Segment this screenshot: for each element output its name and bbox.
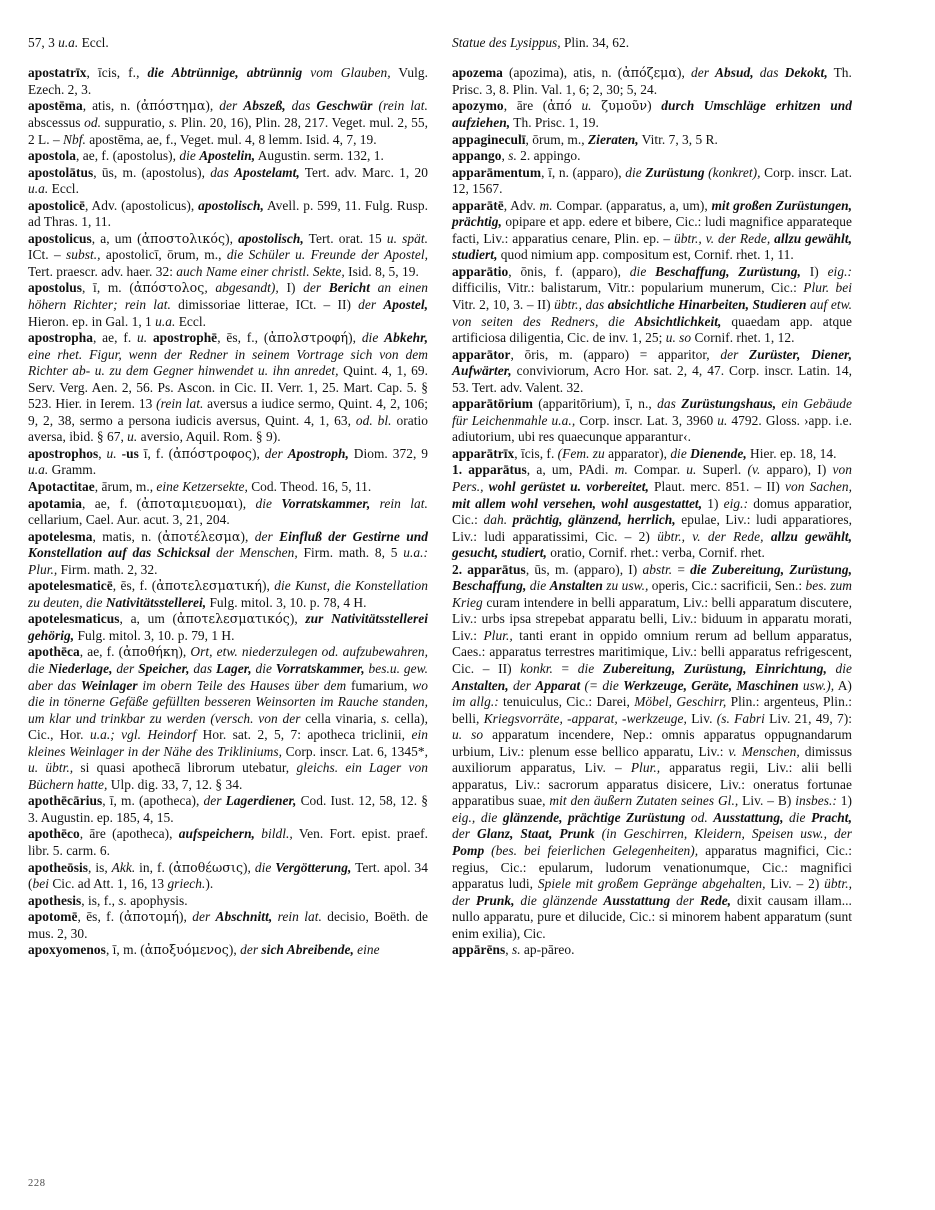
dictionary-entry: apostola, ae, f. (apostolus), die Apostelin, Augustin. serm. 132, 1. (28, 148, 384, 164)
dictionary-entry: apostrophos, u. -us ī, f. (ἀπόστροφος), der Apostroph, Diom. 372, 9 u.a. Gramm. (28, 445, 428, 478)
dictionary-entry: apostropha, ae, f. u. apostrophē, ēs, f., (ἀπολστροφή), die Abkehr, eine rhet. Figur, wenn der Redner in seinem Vortrage sich von dem Richter ab- u. zu dem Gegner hinwendet u. ihn anredet, Quint. 4, 1, 69. Serv. Verg. Aen. 2, 56. Ps. Ascon. in Cic. II. Verr. 1, 25. Mart. Cap. 5. § 523. Hier. in Ierem. 13 (rein lat. aversus a iudice sermo, Quint. 4, 2, 106; 9, 2, 38, sermo a persona iudicis aversus, Quint. 4, 1, 63, od. bl. oratio aversa, ibid. § 67, u. aversio, Aquil. Rom. § 9). (28, 330, 429, 445)
left-entry-list (28, 65, 428, 959)
dictionary-entry: apothesis, is, f., s. apophysis. (28, 892, 188, 908)
dictionary-entry: Apotactitae, ārum, m., eine Ketzersekte, Cod. Theod. 16, 5, 11. (28, 479, 372, 494)
dictionary-entry: apostolicē, Adv. (apostolicus), apostolisch, Avell. p. 599, 11. Fulg. Rusp. ad Thras. 1, 11. (28, 197, 428, 230)
right-column (452, 22, 852, 1162)
dictionary-entry: apparātio, ōnis, f. (apparo), die Beschaffung, Zurüstung, I) eig.: difficilis, Vitr.: balistarum, Vitr.: popularium munerum, Cic.: Plur. bei Vitr. 2, 10, 3. – II) übtr., das absichtliche Hinarbeiten, Studieren auf etw. von seiten des Redners, die Absichtlichkeit, quaedam app. atque artificiosa diligentia, Cic. de inv. 1, 25; u. so Cornif. rhet. 1, 12. (452, 263, 852, 346)
dictionary-entry: apparātor, ōris, m. (apparo) = apparitor, der Zurüster, Diener, Aufwärter, conviviorum, Acro Hor. sat. 2, 4, 47. Corp. inscr. Latin. 14, 53. Tert. adv. Valent. 32. (452, 346, 852, 395)
dictionary-entry: appagineculī, ōrum, m., Zieraten, Vitr. 7, 3, 5 R. (452, 131, 718, 147)
dictionary-entry: 1. apparātus, a, um, PAdi. m. Compar. u. Superl. (v. apparo), I) von Pers., wohl gerüstet u. vorbereitet, Plaut. merc. 851. – II) von Sachen, mit allem wohl versehen, wohl ausgestattet, 1) eig.: domus apparatior, Cic.: dah. prächtig, glänzend, herrlich, epulae, Liv.: ludi apparatiores, Liv.: ludi apparatissimi, Cic. – 2) übtr., v. der Rede, allzu gewählt, gesucht, studiert, oratio, Cornif. rhet.: verba, Cornif. rhet. (452, 462, 853, 561)
dictionary-entry: apparāmentum, ī, n. (apparo), die Zurüstung (konkret), Corp. inscr. Lat. 12, 1567. (452, 164, 852, 197)
left-column (28, 22, 428, 1162)
dictionary-entry: apotheōsis, is, Akk. in, f. (ἀποθέωσις), die Vergötterung, Tert. apol. 34 (bei Cic. ad Att. 1, 16, 13 griech.). (28, 859, 428, 892)
dictionary-entry: apothēca, ae, f. (ἀποθήκη), Ort, etw. niederzulegen od. aufzubewahren, die Niederlage, der Speicher, das Lager, die Vorratskammer, bes.u. gew. aber das Weinlager im obern Teile des Hauses über dem fumarium, wo die in tönerne Gefäße gefüllten besseren Weinsorten im Rauche standen, um klar und trinkbar zu werden (versch. von der cella vinaria, s. cella), Cic., Hor. u.a.; vgl. Heindorf Hor. sat. 2, 5, 7: apotheca triclinii, ein kleines Weinlager in der Nähe des Trikliniums, Corp. inscr. Lat. 6, 1345*, u. übtr., si quasi apothecā librorum utebatur, gleichs. ein Lager von Büchern hatte, Ulp. dig. 33, 7, 12. § 34. (28, 644, 429, 792)
dictionary-entry: appango, s. 2. appingo. (452, 148, 581, 164)
dictionary-entry: apoxyomenos, ī, m. (ἀποξυόμενος), der sich Abreibende, eine (28, 942, 380, 958)
dictionary-entry: apotelesma, matis, n. (ἀποτέλεσμα), der Einfluß der Gestirne und Konstellation auf das Schicksal der Menschen, Firm. math. 8, 5 u.a.: Plur., Firm. math. 2, 32. (28, 528, 428, 577)
dictionary-entry: apostatrīx, īcis, f., die Abtrünnige, abtrünnig vom Glauben, Vulg. Ezech. 2, 3. (28, 65, 428, 97)
dictionary-entry: apozymo, āre (ἀπό u. ζυμοῦν) durch Umschläge erhitzen und aufziehen, Th. Prisc. 1, 19. (452, 98, 852, 130)
dictionary-entry: apostēma, atis, n. (ἀπόστημα), der Abszeß, das Geschwür (rein lat. abscessus od. suppuratio, s. Plin. 20, 16), Plin. 28, 217. Veget. mul. 2, 55, 2 L. – Nbf. apostēma, ae, f., Veget. mul. 4, 8 lemm. Isid. 4, 7, 19. (28, 98, 428, 147)
dictionary-entry: apostolus, ī, m. (ἀπόστολος, abgesandt), I) der Bericht an einen höhern Richter; rein lat. dimissoriae litterae, ICt. – II) der Apostel, Hieron. ep. in Gal. 1, 1 u.a. Eccl. (28, 280, 428, 329)
dictionary-entry: apostolātus, ūs, m. (apostolus), das Apostelamt, Tert. adv. Marc. 1, 20 u.a. Eccl. (28, 164, 428, 197)
dictionary-entry: apothēcārius, ī, m. (apotheca), der Lagerdiener, Cod. Iust. 12, 58, 12. § 3. Augustin. ep. 185, 4, 15. (28, 793, 428, 825)
two-column-body (28, 22, 904, 1162)
left-carryover-line: 57, 3 u.a. Eccl. (28, 35, 109, 51)
dictionary-entry: apparātē, Adv. m. Compar. (apparatus, a, um), mit großen Zurüstungen, prächtig, opipare et app. edere et bibere, Cic.: ludi magnifice apparateque facti, Liv.: apparatius cenare, Plin. ep. – übtr., v. der Rede, allzu gewählt, studiert, quod nimium app. compositum est, Cornif. rhet. 1, 11. (452, 197, 853, 263)
dictionary-entry: 2. apparātus, ūs, m. (apparo), I) abstr. = die Zubereitung, Zurüstung, Beschaffung, die Anstalten zu usw., operis, Cic.: sacrificii, Sen.: bes. zum Krieg curam intendere in belli apparatum, Liv.: belli apparatum discutere, Liv.: urbs ipsa strepebat apparatu belli, Liv.: biduum in apparatu morati, Liv.: Plur., tanti erant in oppido omnium rerum ad bellum apparatus, Caes.: apparatus terrestres maritimique, Liv.: belli apparatus refrigescent, Cic. – II) konkr. = die Zubereitung, Zurüstung, Einrichtung, die Anstalten, der Apparat (= die Werkzeuge, Geräte, Maschinen usw.), A) im allg.: tenuiculus, Cic.: Darei, Möbel, Geschirr, Plin.: argenteus, Plin.: belli, Kriegsvorräte, -apparat, -werkzeuge, Liv. (s. Fabri Liv. 21, 49, 7): u. so apparatum incendere, Nep.: omnis apparatus oppugnandarum urbium, Liv.: plenum esse bellico apparatu, Liv.: v. Menschen, dimissus auxiliorum apparatus, Liv. – Plur., apparatus regii, Liv.: alii belli apparatus, Liv.: sacrorum apparatus disicere, Liv.: oneratus fortunae apparatibus suae, mit den äußern Zutaten seines Gl., Liv. – B) insbes.: 1) eig., die glänzende, prächtige Zurüstung od. Ausstattung, die Pracht, der Glanz, Staat, Prunk (in Geschirren, Kleidern, Speisen usw., der Pomp (bes. bei feierlichen Gelegenheiten), apparatus magnifici, Cic.: regius, Cic.: epularum, ludorum venationumque, Cic.: magnifici apparatus ludi, Spiele mit großem Gepränge abgehalten, Liv. – 2) übtr., der Prunk, die glänzende Ausstattung der Rede, dixit causam illam... nullo apparatu, pure et dilucide, Cic.: si minorem habent apparatum (sunt enim exilia), Cic. (452, 561, 853, 941)
dictionary-entry: apotamia, ae, f. (ἀποταμιευομαι), die Vorratskammer, rein lat. cellarium, Cael. Aur. acut. 3, 21, 204. (28, 495, 428, 528)
page-number: 228 (28, 1178, 46, 1189)
dictionary-entry: apotomē, ēs, f. (ἀποτομή), der Abschnitt, rein lat. decisio, Boëth. de mus. 2, 30. (28, 909, 428, 941)
dictionary-entry: appārēns, s. ap-pāreo. (452, 942, 575, 958)
dictionary-entry: apozema (apozima), atis, n. (ἀπόζεμα), der Absud, das Dekokt, Th. Prisc. 3, 8. Plin. Val. 1, 6; 2, 30; 5, 24. (452, 65, 852, 97)
dictionary-entry: apparātrīx, īcis, f. (Fem. zu apparator), die Dienende, Hier. ep. 18, 14. (452, 445, 837, 461)
dictionary-entry: apotelesmaticus, a, um (ἀποτελεσματικός), zur Nativitätsstellerei gehörig, Fulg. mitol. 3, 10. p. 79, 1 H. (28, 611, 428, 643)
dictionary-entry: apparātōrium (apparitōrium), ī, n., das Zurüstungshaus, ein Gebäude für Leichenmahle u.a., Corp. inscr. Lat. 3, 3960 u. 4792. Gloss. ›app. i.e. adiutorium, ubi res quaecunque apparantur‹. (452, 396, 852, 445)
right-entry-list (452, 65, 852, 959)
dictionary-entry: apostolicus, a, um (ἀποστολικός), apostolisch, Tert. orat. 15 u. spät. ICt. – subst., apostolicī, ōrum, m., die Schüler u. Freunde der Apostel, Tert. praescr. adv. haer. 32: auch Name einer christl. Sekte, Isid. 8, 5, 19. (28, 230, 429, 279)
dictionary-entry: apotelesmaticē, ēs, f. (ἀποτελεσματική), die Kunst, die Konstellation zu deuten, die Nativitätsstellerei, Fulg. mitol. 3, 10. p. 78, 4 H. (28, 578, 428, 610)
dictionary-entry: apothēco, āre (apotheca), aufspeichern, bildl., Ven. Fort. epist. praef. libr. 5. carm. 6. (28, 826, 428, 859)
right-carryover-line: Statue des Lysippus, Plin. 34, 62. (452, 35, 630, 51)
